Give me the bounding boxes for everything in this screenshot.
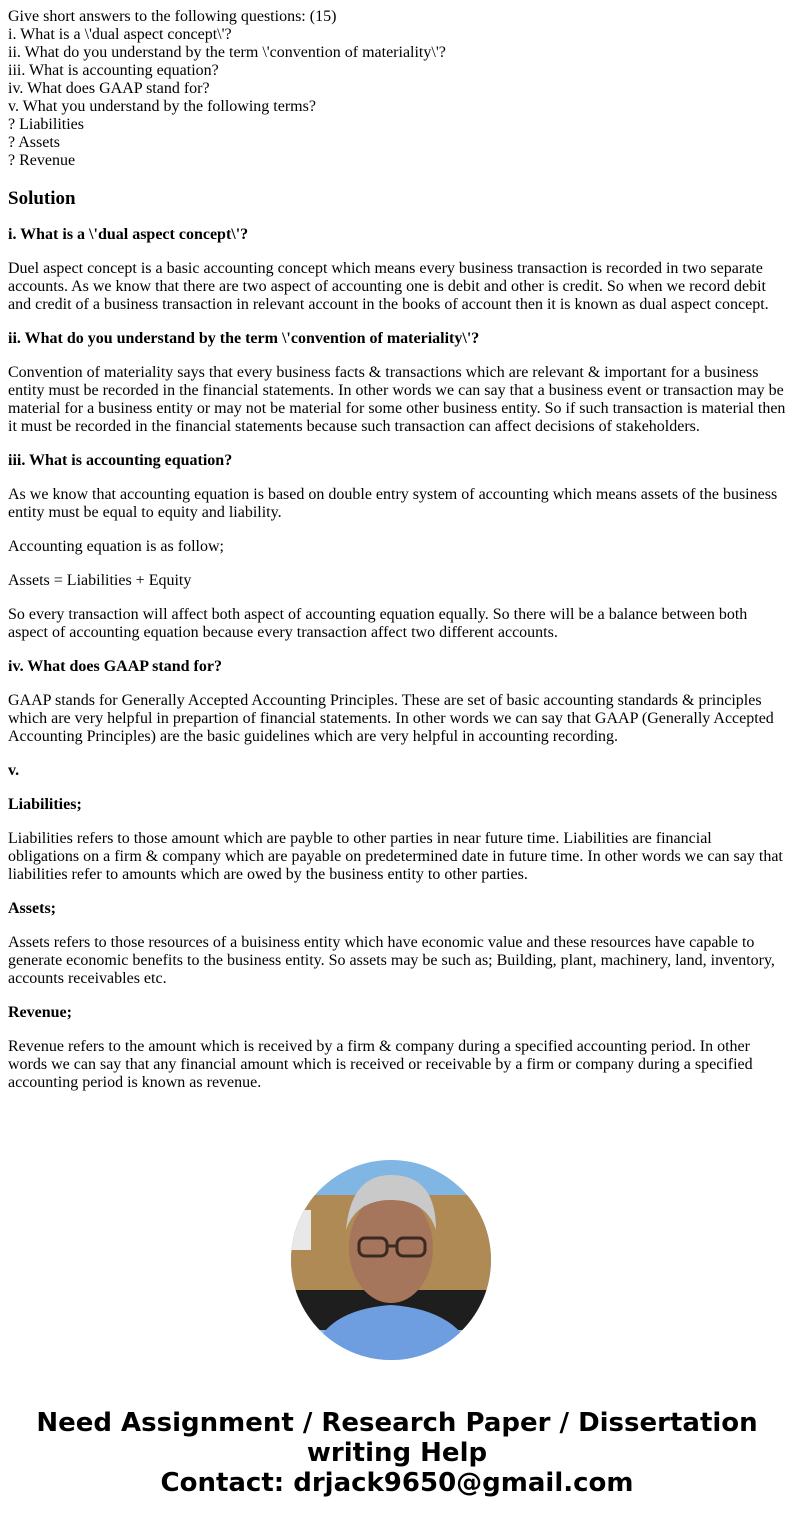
section-heading: Assets;: [8, 900, 56, 917]
section-heading: iii. What is accounting equation?: [8, 452, 233, 469]
section-heading: ii. What do you understand by the term \'convention of materiality\'?: [8, 330, 480, 347]
section-paragraph: Assets refers to those resources of a buisiness entity which have economic value and these resources have capable to generate economic benefits to the business entity. So assets may be such as; Building, plant, machinery, land, inventory, accounts receivables etc.: [8, 934, 775, 987]
question-line: ? Assets: [8, 134, 60, 151]
question-line: i. What is a \'dual aspect concept\'?: [8, 26, 232, 43]
question-line: ? Liabilities: [8, 116, 84, 133]
section-paragraph: Duel aspect concept is a basic accounting concept which means every business transaction is recorded in two separate accounts. As we know that there are two aspect of accounting one is debit and other is credit. So when we record debit and credit of a business transaction in relevant account in the books of account then it is known as dual aspect concept.: [8, 260, 769, 313]
question-line: ii. What do you understand by the term \'convention of materiality\'?: [8, 44, 446, 61]
question-block: [8, 8, 786, 170]
section-paragraph: So every transaction will affect both aspect of accounting equation equally. So there will be a balance between both aspect of accounting equation because every transaction affect two different accounts.: [8, 606, 748, 641]
section-heading: v.: [8, 762, 20, 779]
section-heading: i. What is a \'dual aspect concept\'?: [8, 226, 249, 243]
author-avatar: [291, 1160, 491, 1360]
footer-help-text: Need Assignment / Research Paper / Dissertation writing Help: [36, 1408, 758, 1468]
section-heading: iv. What does GAAP stand for?: [8, 658, 222, 675]
section-heading: Liabilities;: [8, 796, 82, 813]
section-paragraph: As we know that accounting equation is based on double entry system of accounting which means assets of the business entity must be equal to equity and liability.: [8, 486, 778, 521]
question-line: iii. What is accounting equation?: [8, 62, 219, 79]
question-line: ? Revenue: [8, 152, 76, 169]
section-paragraph: Accounting equation is as follow;: [8, 538, 224, 555]
footer-contact: Contact: drjack9650@gmail.com: [160, 1468, 634, 1498]
section-paragraph: Convention of materiality says that every business facts & transactions which are relevant & important for a business entity must be recorded in the financial statements. In other words we can say that a business event or transaction may be material for a business entity or may not be material for some other business entity. So if such transaction is material then it must be recorded in the financial statements because such transaction can affect decisions of stakeholders.: [8, 364, 786, 435]
section-paragraph: GAAP stands for Generally Accepted Accounting Principles. These are set of basic accounting standards & principles which are very helpful in prepartion of financial statements. In other words we can say that GAAP (Generally Accepted Accounting Principles) are the basic guidelines which are very helpful in accounting recording.: [8, 692, 774, 745]
question-intro: Give short answers to the following questions: (15): [8, 8, 337, 25]
section-paragraph: Revenue refers to the amount which is received by a firm & company during a specified accounting period. In other words we can say that any financial amount which is received or receivable by a firm or company during a specified accounting period is known as revenue.: [8, 1038, 753, 1091]
section-paragraph: Liabilities refers to those amount which are payble to other parties in near future time. Liabilities are financial obligations on a firm & company which are payable on predetermined date in future time. In other words we can say that liabilities refer to amounts which are owed by the business entity to other parties.: [8, 830, 783, 883]
section-heading: Revenue;: [8, 1004, 72, 1021]
question-line: iv. What does GAAP stand for?: [8, 80, 210, 97]
footer-promo: [8, 1408, 786, 1498]
question-line: v. What you understand by the following terms?: [8, 98, 316, 115]
author-photo-container: [8, 1160, 786, 1360]
section-paragraph: Assets = Liabilities + Equity: [8, 572, 192, 589]
solution-title: Solution: [8, 188, 76, 209]
solution-sections: [8, 226, 786, 1092]
